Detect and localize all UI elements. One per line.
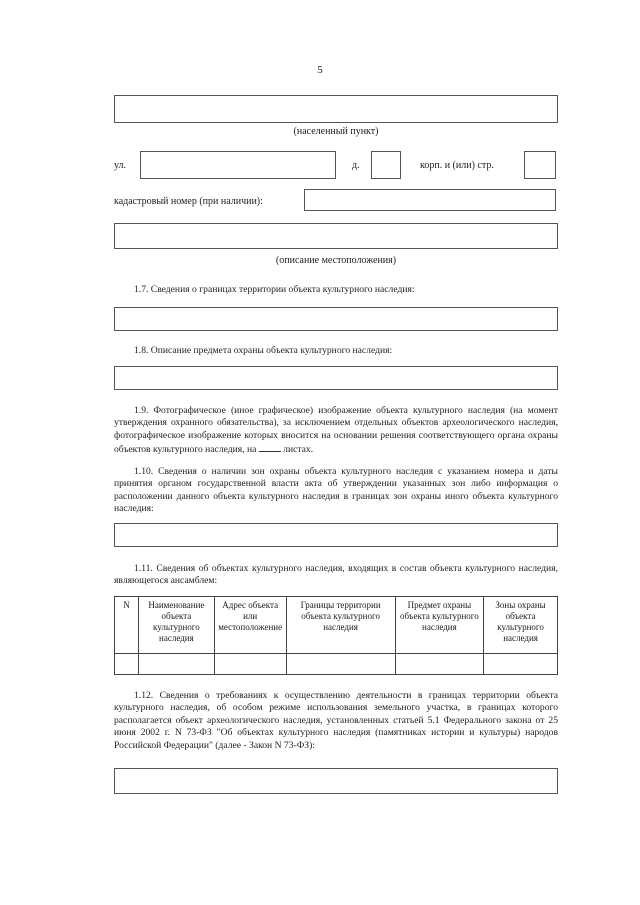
cell-number[interactable] bbox=[115, 654, 139, 675]
col-territory: Границы территории объекта культурного наследия bbox=[286, 597, 395, 654]
section-1-7-text: 1.7. Сведения о границах территории объекта культурного наследия: bbox=[134, 284, 415, 295]
street-label: ул. bbox=[114, 160, 127, 171]
col-name: Наименование объекта культурного наследия bbox=[138, 597, 214, 654]
cadastral-label: кадастровый номер (при наличии): bbox=[114, 196, 263, 207]
building-field[interactable] bbox=[524, 151, 556, 179]
cell-territory[interactable] bbox=[286, 654, 395, 675]
section-1-12-text: 1.12. Сведения о требованиях к осуществлению деятельности в границах территории объекта культурного наследия, об особом режиме использования земельного участка, в границах которого располагается объект археологического наследия, установленных статьей 5.1 Федерального закона от 25 июня 2002 г. N 73-ФЗ "Об объектах культурного наследия (памятниках истории и культуры) народов Российской Федерации" (далее - Закон N 73-ФЗ): bbox=[114, 690, 558, 751]
ensemble-table bbox=[114, 596, 558, 675]
cell-address[interactable] bbox=[214, 654, 286, 675]
page-number: 5 bbox=[317, 64, 323, 76]
cell-protection-zones[interactable] bbox=[484, 654, 558, 675]
section-1-8-field[interactable] bbox=[114, 366, 558, 390]
col-protection-zones: Зоны охраны объекта культурного наследия bbox=[484, 597, 558, 654]
table-header-row bbox=[115, 597, 558, 654]
cell-protection-subject[interactable] bbox=[395, 654, 483, 675]
section-1-10-field[interactable] bbox=[114, 523, 558, 547]
section-1-7-field[interactable] bbox=[114, 307, 558, 331]
street-field[interactable] bbox=[140, 151, 336, 179]
section-1-8-text: 1.8. Описание предмета охраны объекта культурного наследия: bbox=[134, 345, 393, 356]
house-label: д. bbox=[352, 160, 360, 171]
settlement-field[interactable] bbox=[114, 95, 558, 123]
col-protection-subject: Предмет охраны объекта культурного наследия bbox=[395, 597, 483, 654]
cell-name[interactable] bbox=[138, 654, 214, 675]
location-caption: (описание местоположения) bbox=[275, 255, 397, 266]
building-label: корп. и (или) стр. bbox=[420, 160, 494, 171]
section-1-11-text: 1.11. Сведения об объектах культурного наследия, входящих в состав объекта культурного наследия, являющегося ансамблем: bbox=[114, 563, 558, 587]
settlement-caption: (населенный пункт) bbox=[293, 126, 379, 137]
col-address: Адрес объекта или местоположение bbox=[214, 597, 286, 654]
table-row bbox=[115, 654, 558, 675]
location-field[interactable] bbox=[114, 223, 558, 249]
section-1-12-field[interactable] bbox=[114, 768, 558, 794]
sheets-count-blank[interactable] bbox=[259, 442, 281, 452]
section-1-9-text: 1.9. Фотографическое (иное графическое) изображение объекта культурного наследия (на момент утверждения охранного обязательства), за исключением отдельных объектов археологического наследия, фотографическое изображение которых вносится на основании решения соответствующего органа охраны объектов культурного наследия, на листах. bbox=[114, 405, 558, 456]
col-number: N bbox=[115, 597, 139, 654]
section-1-10-text: 1.10. Сведения о наличии зон охраны объекта культурного наследия с указанием номера и даты принятия органом государственной власти акта об утверждении указанных зон либо информация о расположении данного объекта культурного наследия в границах зон охраны иного объекта культурного наследия: bbox=[114, 466, 558, 515]
house-field[interactable] bbox=[371, 151, 401, 179]
cadastral-field[interactable] bbox=[304, 189, 556, 211]
